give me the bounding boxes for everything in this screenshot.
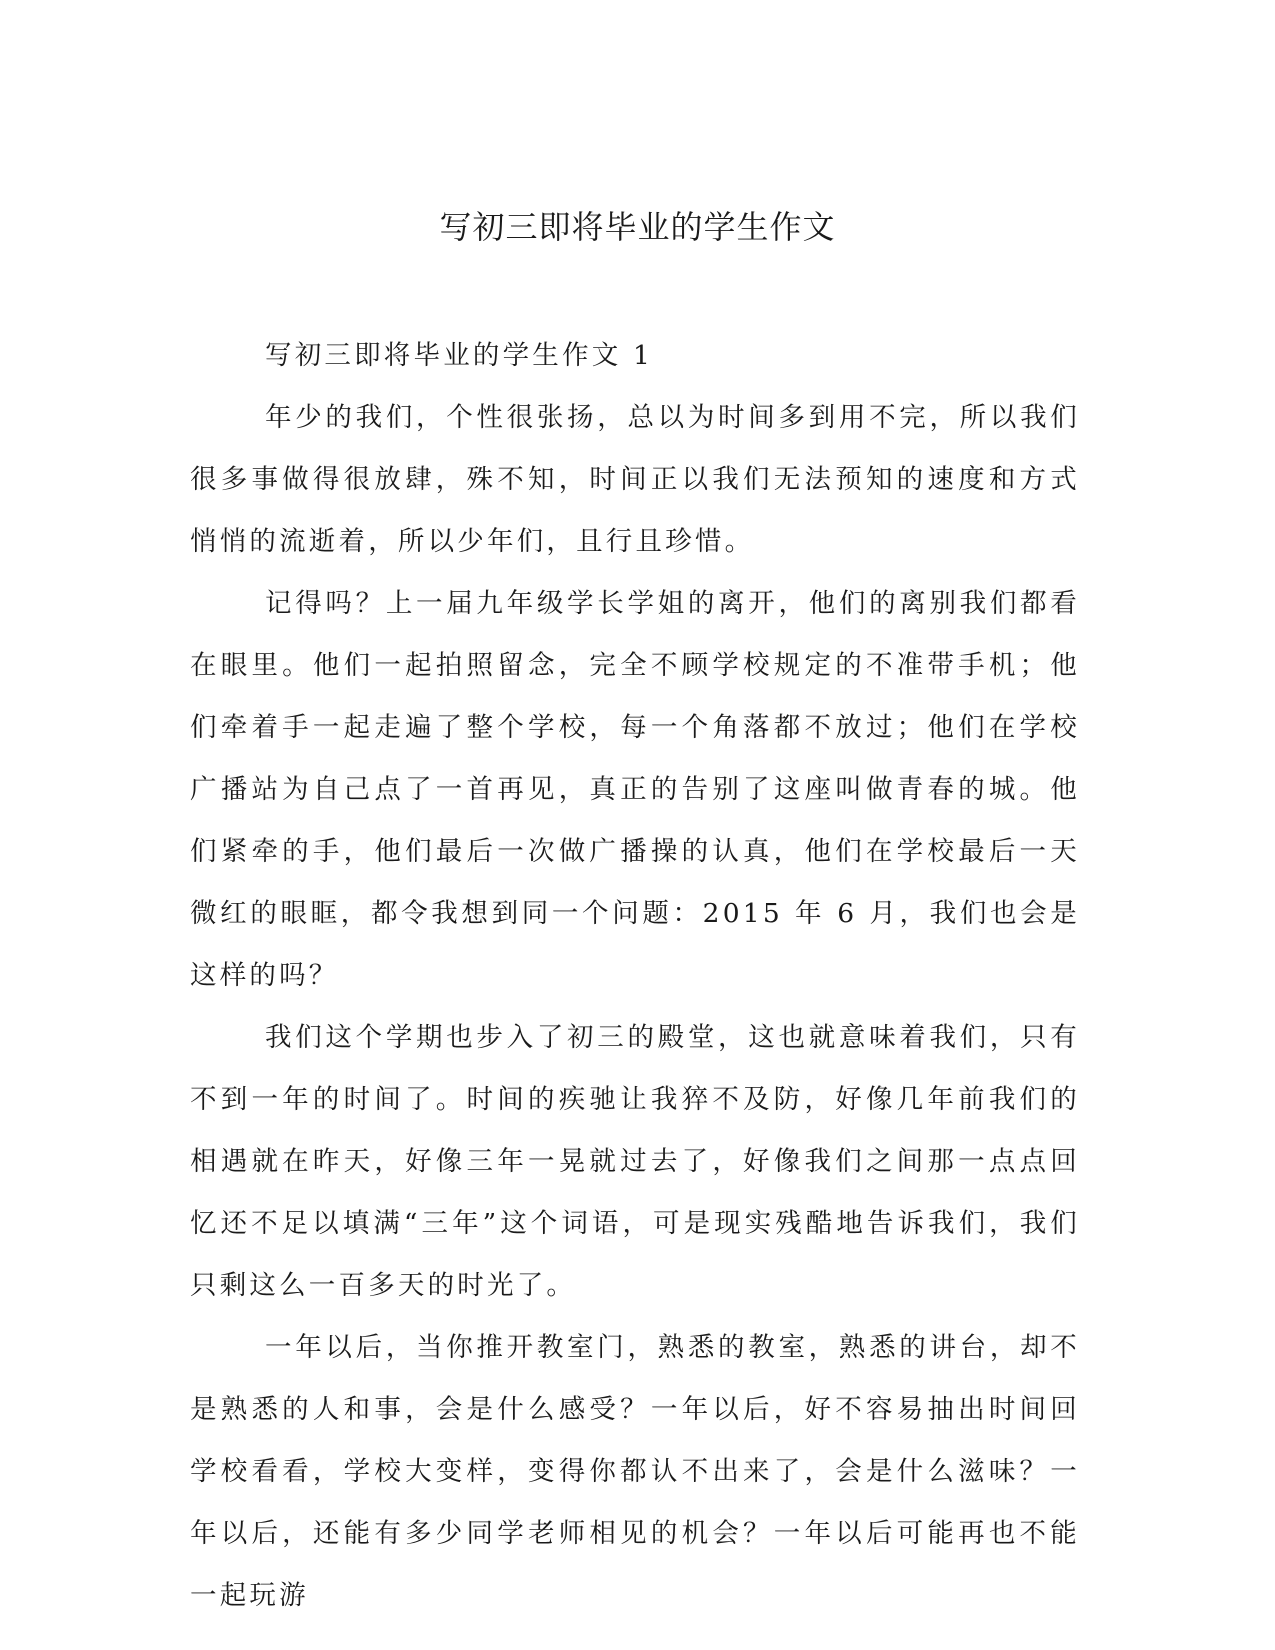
- essay-subheading: 写初三即将毕业的学生作文 1: [265, 340, 654, 371]
- paragraph-4: 一年以后，当你推开教室门，熟悉的教室，熟悉的讲台，却不是熟悉的人和事，会是什么感受？一年以后，好不容易抽出时间回学校看看，学校大变样，变得你都认不出来了，会是什么滋味？一年以后，还能有多少同学老师相见的机会？一年以后可能再也不能一起玩游: [190, 1332, 1080, 1611]
- document-body: [190, 325, 1080, 1627]
- paragraph-3: 我们这个学期也步入了初三的殿堂，这也就意味着我们，只有不到一年的时间了。时间的疾驰让我猝不及防，好像几年前我们的相遇就在昨天，好像三年一晃就过去了，好像我们之间那一点点回忆还不足以填满“三年”这个词语，可是现实残酷地告诉我们，我们只剩这么一百多天的时光了。: [190, 1022, 1080, 1301]
- document-title: 写初三即将毕业的学生作文: [439, 208, 836, 246]
- paragraph-2: 记得吗？上一届九年级学长学姐的离开，他们的离别我们都看在眼里。他们一起拍照留念，完全不顾学校规定的不准带手机；他们牵着手一起走遍了整个学校，每一个角落都不放过；他们在学校广播站为自己点了一首再见，真正的告别了这座叫做青春的城。他们紧牵的手，他们最后一次做广播操的认真，他们在学校最后一天微红的眼眶，都令我想到同一个问题：2015 年 6 月，我们也会是这样的吗？: [190, 588, 1080, 991]
- paragraph-1: 年少的我们，个性很张扬，总以为时间多到用不完，所以我们很多事做得很放肆，殊不知，时间正以我们无法预知的速度和方式悄悄的流逝着，所以少年们，且行且珍惜。: [190, 402, 1080, 557]
